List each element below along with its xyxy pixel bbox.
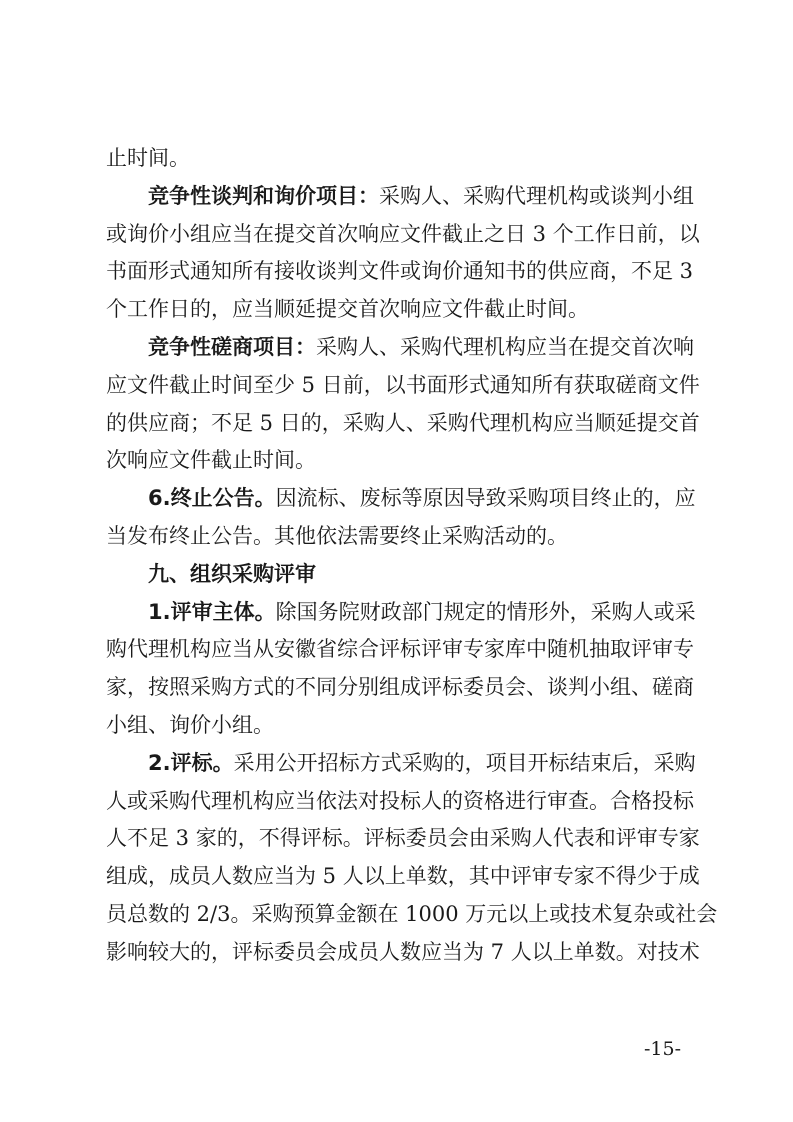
paragraph-lead-bold: 2.评标。: [148, 750, 234, 775]
line-text: 止时间。: [106, 146, 190, 170]
text-line: [106, 140, 691, 178]
paragraph: [106, 140, 691, 178]
text-line: [106, 631, 694, 669]
text-line: [106, 707, 691, 745]
text-line: [106, 367, 700, 405]
paragraph: [106, 480, 696, 556]
text-line: [106, 858, 700, 896]
paragraph: [106, 329, 700, 480]
text-line: [106, 178, 694, 216]
line-text: 小组、询价小组。: [106, 712, 274, 737]
paragraph: [106, 594, 696, 745]
section-heading-block: [106, 556, 691, 594]
text-line: [106, 291, 691, 329]
paragraph-lead-bold: 竞争性谈判和询价项目：: [148, 183, 379, 208]
line-text: 书面形式通知所有接收谈判文件或询价通知书的供应商，不足 3: [106, 259, 694, 284]
paragraph: [106, 745, 718, 972]
section-heading: 九、组织采购评审: [148, 561, 316, 586]
text-line: [106, 518, 691, 556]
paragraph-lead-bold: 6.终止公告。: [148, 486, 276, 511]
paragraph-lead-bold: 竞争性磋商项目：: [148, 334, 316, 359]
text-line: [106, 783, 694, 821]
line-text: 因流标、废标等原因导致采购项目终止的，应: [275, 486, 696, 511]
line-text: 员总数的 2/3。采购预算金额在 1000 万元以上或技术复杂或社会: [106, 901, 718, 926]
document-body: [106, 140, 718, 972]
text-line: [106, 934, 700, 972]
line-text: 应文件截止时间至少 5 日前，以书面形式通知所有获取磋商文件: [106, 372, 700, 397]
line-text: 采购人、采购代理机构应当在提交首次响: [316, 334, 694, 359]
line-text: 组成，成员人数应当为 5 人以上单数，其中评审专家不得少于成: [106, 864, 700, 889]
text-line: [106, 442, 691, 480]
paragraph-lead-bold: 1.评审主体。: [148, 599, 276, 624]
text-line: [106, 896, 718, 934]
line-text: 人或采购代理机构应当依法对投标人的资格进行审查。合格投标: [106, 788, 694, 813]
line-text: 的供应商；不足 5 日的，采购人、采购代理机构应当顺延提交首: [106, 410, 700, 435]
text-line: [106, 669, 694, 707]
text-line: [106, 329, 694, 367]
line-text: 次响应文件截止时间。: [106, 448, 316, 473]
text-line: [106, 405, 700, 443]
text-line: [106, 253, 694, 291]
text-line: [106, 216, 700, 254]
line-text: 采购人、采购代理机构或谈判小组: [379, 183, 694, 208]
line-text: 采用公开招标方式采购的，项目开标结束后，采购: [233, 750, 696, 775]
line-text: 人不足 3 家的，不得评标。评标委员会由采购人代表和评审专家: [106, 826, 700, 851]
text-line: [106, 480, 696, 518]
line-text: 除国务院财政部门规定的情形外，采购人或采: [275, 599, 696, 624]
text-line: [106, 820, 700, 858]
line-text: 家，按照采购方式的不同分别组成评标委员会、谈判小组、磋商: [106, 675, 694, 700]
line-text: 当发布终止公告。其他依法需要终止采购活动的。: [106, 523, 568, 548]
text-line: [106, 594, 696, 632]
page-number: -15-: [643, 1038, 681, 1060]
line-text: 购代理机构应当从安徽省综合评标评审专家库中随机抽取评审专: [106, 637, 694, 662]
line-text: 个工作日的，应当顺延提交首次响应文件截止时间。: [106, 297, 589, 322]
text-line: [106, 745, 696, 783]
line-text: 影响较大的，评标委员会成员人数应当为 7 人以上单数。对技术: [106, 939, 700, 964]
line-text: 或询价小组应当在提交首次响应文件截止之日 3 个工作日前，以: [106, 221, 700, 246]
paragraph: [106, 178, 700, 329]
